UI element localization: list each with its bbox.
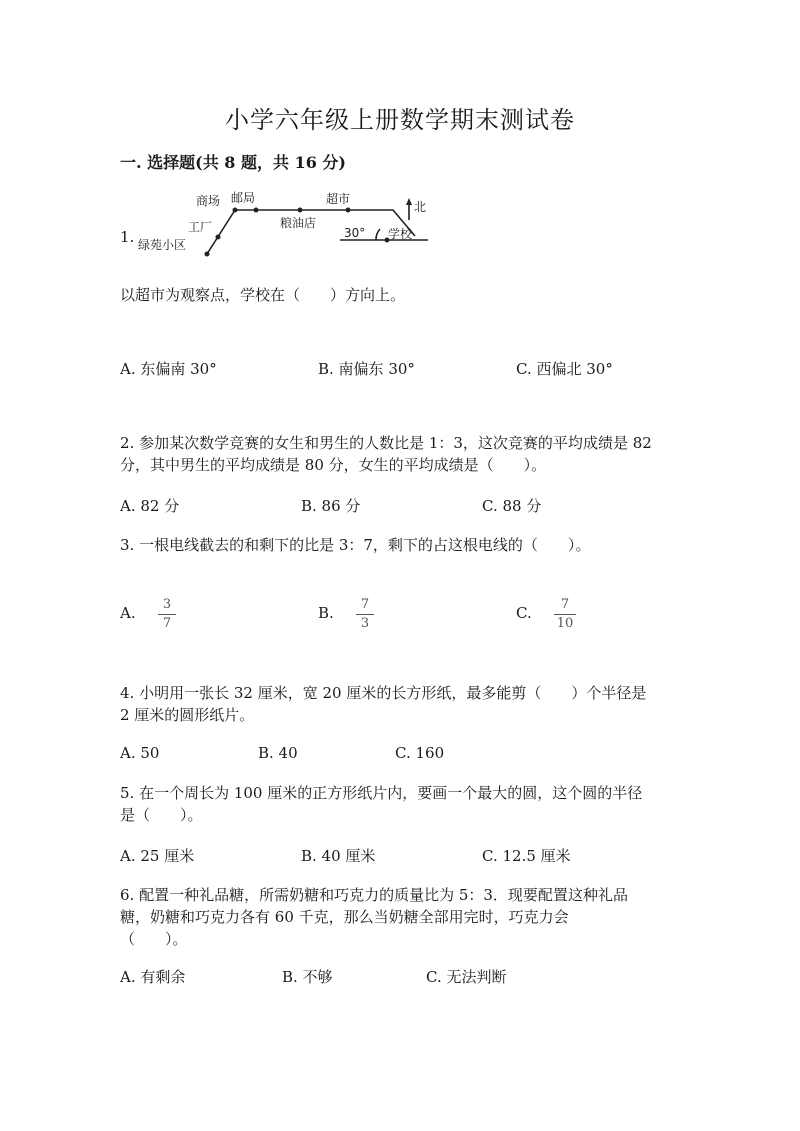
question-6-line-3: （ ）。 — [120, 930, 188, 948]
fraction-bar — [158, 614, 176, 615]
fraction — [554, 598, 576, 631]
question-6-option-b[interactable]: B. 不够 — [282, 968, 333, 986]
question-2-line-1: 2. 参加某次数学竞赛的女生和男生的人数比是 1：3，这次竞赛的平均成绩是 82 — [120, 434, 652, 452]
label-xuexiao: 学校 — [388, 227, 413, 241]
question-1-option-a[interactable]: A. 东偏南 30° — [120, 360, 217, 378]
option-letter: B. — [318, 604, 334, 622]
question-4-line-1: 4. 小明用一张长 32 厘米，宽 20 厘米的长方形纸，最多能剪（ ）个半径是 — [120, 684, 647, 702]
question-6-line-1: 6. 配置一种礼品糖，所需奶糖和巧克力的质量比为 5：3．现要配置这种礼品 — [120, 886, 628, 904]
fraction-numerator: 7 — [360, 597, 370, 612]
label-chaoshi: 超市 — [326, 192, 351, 206]
fraction-numerator: 3 — [162, 597, 172, 612]
question-5-option-a[interactable]: A. 25 厘米 — [120, 847, 195, 865]
green-garden-point — [205, 252, 210, 257]
question-1-option-b[interactable]: B. 南偏东 30° — [318, 360, 415, 378]
question-5-line-1: 5. 在一个周长为 100 厘米的正方形纸片内，要画一个最大的圆，这个圆的半径 — [120, 784, 643, 802]
page-title: 小学六年级上册数学期末测试卷 — [225, 106, 575, 134]
fraction-numerator: 7 — [560, 597, 570, 612]
north-arrow-head — [406, 198, 412, 205]
fraction-denominator: 10 — [556, 616, 574, 631]
question-5-option-b[interactable]: B. 40 厘米 — [301, 847, 376, 865]
fraction-denominator: 7 — [162, 616, 172, 631]
question-3-line-1: 3. 一根电线截去的和剩下的比是 3：7，剩下的占这根电线的（ ）。 — [120, 536, 591, 554]
mall-point — [233, 208, 238, 213]
section-heading: 一. 选择题(共 8 题，共 16 分) — [120, 153, 346, 172]
question-1-number: 1. — [120, 228, 135, 246]
route-map-diagram — [110, 188, 440, 268]
label-youju: 邮局 — [231, 191, 256, 205]
label-gongchang: 工厂 — [188, 220, 213, 234]
label-shangchang: 商场 — [196, 194, 221, 208]
label-angle: 30° — [344, 226, 366, 240]
fraction-denominator: 3 — [360, 616, 370, 631]
supermarket-point — [346, 208, 351, 213]
factory-point — [216, 235, 221, 240]
fraction — [158, 598, 176, 631]
question-2-option-b[interactable]: B. 86 分 — [301, 497, 361, 515]
question-2-option-c[interactable]: C. 88 分 — [482, 497, 542, 515]
question-6-option-a[interactable]: A. 有剩余 — [120, 968, 186, 986]
angle-arc — [376, 229, 380, 240]
fraction-bar — [356, 614, 374, 615]
label-north: 北 — [414, 200, 427, 214]
question-5-option-c[interactable]: C. 12.5 厘米 — [482, 847, 571, 865]
label-liangyoudian: 粮油店 — [280, 216, 317, 230]
grain-store-point — [298, 208, 303, 213]
question-4-line-2: 2 厘米的圆形纸片。 — [120, 706, 255, 724]
question-6-option-c[interactable]: C. 无法判断 — [426, 968, 507, 986]
question-4-option-c[interactable]: C. 160 — [395, 744, 445, 762]
question-1-option-c[interactable]: C. 西偏北 30° — [516, 360, 613, 378]
question-1-text: 以超市为观察点，学校在（ ）方向上。 — [120, 286, 406, 304]
question-2-option-a[interactable]: A. 82 分 — [120, 497, 180, 515]
question-6-line-2: 糖，奶糖和巧克力各有 60 千克，那么当奶糖全部用完时，巧克力会 — [120, 908, 569, 926]
question-4-option-a[interactable]: A. 50 — [120, 744, 160, 762]
question-5-line-2: 是（ ）。 — [120, 806, 203, 824]
fraction-bar — [554, 614, 576, 615]
question-4-option-b[interactable]: B. 40 — [258, 744, 298, 762]
option-letter: A. — [120, 604, 136, 622]
fraction — [356, 598, 374, 631]
question-2-line-2: 分，其中男生的平均成绩是 80 分，女生的平均成绩是（ ）。 — [120, 456, 547, 474]
post-office-point — [254, 208, 259, 213]
label-lvyuan: 绿苑小区 — [138, 238, 187, 252]
option-letter: C. — [516, 604, 532, 622]
